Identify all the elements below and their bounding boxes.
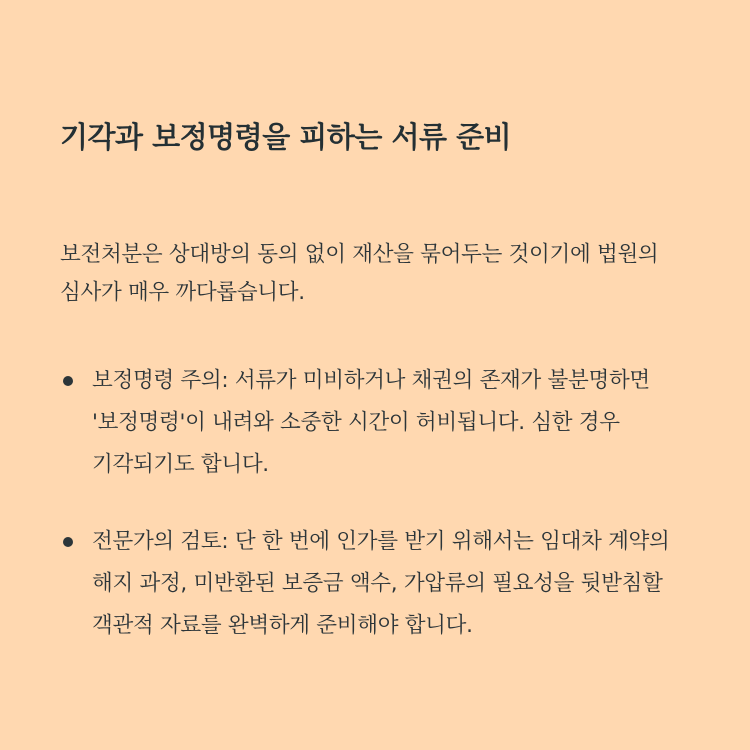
list-item-expert-review <box>60 521 690 647</box>
intro-paragraph: 보전처분은 상대방의 동의 없이 재산을 묶어두는 것이기에 법원의 심사가 매우 까다롭습니다. <box>60 242 659 305</box>
bullet-dot-icon <box>63 537 73 547</box>
page-title: 기각과 보정명령을 피하는 서류 준비 <box>60 120 512 154</box>
list-item-correction-order <box>60 360 690 486</box>
bullet-dot-icon <box>63 376 73 386</box>
list-item-text: 전문가의 검토: 단 한 번에 인가를 받기 위해서는 임대차 계약의 해지 과정, 미반환된 보증금 액수, 가압류의 필요성을 뒷받침할 객관적 자료를 완벽하게 준비해야 합니다. <box>92 529 670 638</box>
list-item-text: 보정명령 주의: 서류가 미비하거나 채권의 존재가 불분명하면 '보정명령'이 내려와 소중한 시간이 허비됩니다. 심한 경우 기각되기도 합니다. <box>92 368 650 477</box>
bullet-list <box>60 360 690 647</box>
